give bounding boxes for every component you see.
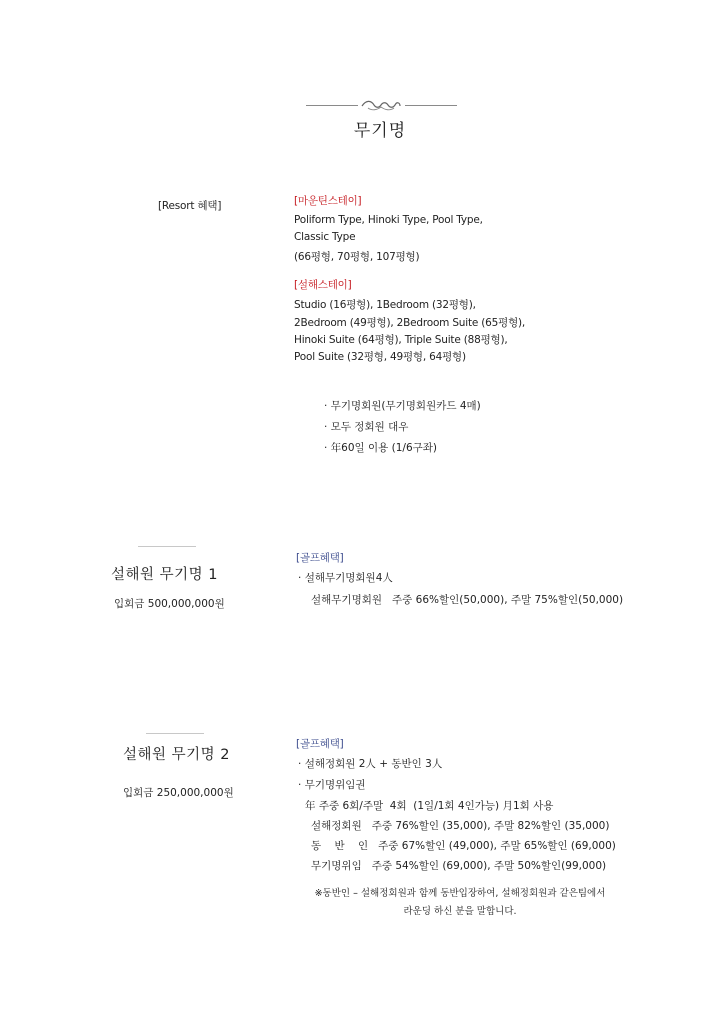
list-item: · 무기명회원(무기명회원카드 4매) [324,400,481,412]
plan2-schedule: 年 주중 6회/주말 4회 (1일/1회 4인가능) 月1회 사용 [305,800,554,812]
plan1-golf-bullet: · 설해무기명회원4人 [298,572,393,584]
resort-bullet-2: 모두 정회원 대우 [330,421,409,433]
plan2-entry-fee: 입회금 250,000,000원 [123,787,234,799]
companion-note-line-2: 라운딩 하신 분을 말합니다. [403,906,517,917]
plan2-golf-bullet-1-text: 설해정회원 2人 + 동반인 3人 [304,758,443,770]
list-item: · 모두 정회원 대우 [324,421,409,433]
plan1-entry-fee: 입회금 500,000,000원 [114,598,225,610]
mountin-line-2: Classic Type [294,231,356,243]
resort-bullet-list [324,396,481,459]
companion-note-line-1: ※동반인 – 설해정회원과 함께 동반입장하여, 설해정회원과 같은팀에서 [314,888,606,899]
mountin-stay-heading: [마운틴스테이] [294,195,362,207]
page-title: 무기명 [353,121,407,141]
plan2-golf-bullet-2-text: 무기명위임권 [304,779,366,791]
plan1-rule [138,546,196,547]
header-rule-right [405,105,457,106]
plan2-title: 설해원 무기명 2 [123,747,230,763]
plan2-rule [146,733,204,734]
seolhae-line-4: Pool Suite (32평형, 49평형, 64평형) [294,351,466,363]
mountin-line-3: (66평형, 70평형, 107평형) [294,251,420,263]
seolhae-line-2: 2Bedroom (49평형), 2Bedroom Suite (65평형), [294,317,526,329]
plan1-golf-detail: 설해무기명회원 주중 66%할인(50,000), 주말 75%할인(50,000) [311,594,624,606]
plan2-rate-3: 무기명위임 주중 54%할인 (69,000), 주말 50%할인(99,000) [311,860,607,872]
seolhae-stay-heading: [설해스테이] [294,279,352,291]
plan2-rate-1: 설해정회원 주중 76%할인 (35,000), 주말 82%할인 (35,000) [311,820,610,832]
plan2-rate-2: 동 반 인 주중 67%할인 (49,000), 주말 65%할인 (69,000) [311,840,616,852]
mountin-line-1: Poliform Type, Hinoki Type, Pool Type, [294,214,483,226]
plan2-golf-bullet-2: · 무기명위임권 [298,779,366,791]
plan2-golf-bullet-1: · 설해정회원 2人 + 동반인 3人 [298,758,443,770]
plan1-title: 설해원 무기명 1 [111,567,218,583]
resort-bullet-3: 年60일 이용 (1/6구좌) [330,442,438,454]
seolhae-line-3: Hinoki Suite (64평형), Triple Suite (88평형), [294,334,508,346]
seolhae-line-1: Studio (16평형), 1Bedroom (32평형), [294,299,476,311]
ornament-icon [360,97,402,113]
header-rule-left [306,105,358,106]
resort-benefit-label: [Resort 혜택] [158,200,222,212]
plan1-golf-heading: [골프혜택] [296,552,344,564]
plan1-golf-bullet-text: 설해무기명회원4人 [304,572,393,584]
list-item: · 年60일 이용 (1/6구좌) [324,442,438,454]
plan2-golf-heading: [골프혜택] [296,738,344,750]
resort-bullet-1: 무기명회원(무기명회원카드 4매) [330,400,481,412]
